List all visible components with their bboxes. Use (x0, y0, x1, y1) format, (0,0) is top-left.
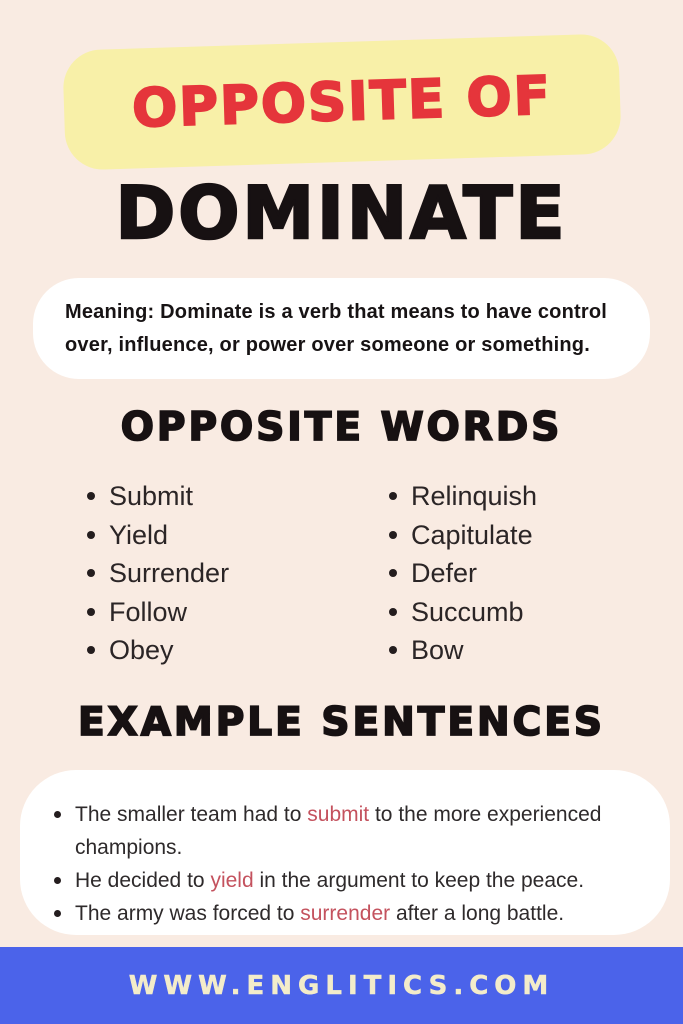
opposite-words-left-column (86, 477, 229, 670)
sentence-text-after: after a long battle. (390, 902, 565, 925)
opposite-word-item: Surrender (86, 554, 229, 593)
example-sentences-heading: EXAMPLE SENTENCES (78, 700, 605, 745)
opposite-words-heading: OPPOSITE WORDS (120, 405, 563, 450)
example-sentence (48, 798, 632, 864)
example-sentences-box (20, 770, 670, 935)
website-url: WWW.ENGLITICS.COM (128, 970, 555, 1001)
opposite-word-item: Capitulate (388, 516, 537, 555)
sentence-highlight: yield (210, 869, 254, 892)
opposite-word-item: Yield (86, 516, 229, 555)
sentence-text-before: He decided to (75, 869, 211, 892)
sentence-text-before: The smaller team had to (75, 803, 308, 826)
opposite-word-item: Relinquish (388, 477, 537, 516)
example-sentence (48, 897, 632, 930)
opposite-words-right-column (388, 477, 537, 670)
badge-label: OPPOSITE OF (131, 64, 553, 140)
opposite-word-item: Succumb (388, 593, 537, 632)
example-sentence (48, 864, 632, 897)
sentence-text-after: to the more experienced champions. (75, 803, 602, 859)
sentence-highlight: surrender (300, 902, 391, 925)
title-badge (62, 33, 621, 170)
main-word: DOMINATE (115, 171, 568, 255)
sentence-text-after: in the argument to keep the peace. (253, 869, 585, 892)
footer-bar (0, 947, 683, 1024)
opposite-word-item: Bow (388, 631, 537, 670)
meaning-text: Meaning: Dominate is a verb that means to have control over, influence, or power over someone or something. (65, 300, 608, 356)
sentence-text-before: The army was forced to (75, 902, 301, 925)
opposite-word-item: Follow (86, 593, 229, 632)
meaning-box (33, 278, 650, 379)
opposite-word-item: Obey (86, 631, 229, 670)
opposite-word-item: Defer (388, 554, 537, 593)
example-sentence-list (48, 798, 632, 930)
opposite-word-item: Submit (86, 477, 229, 516)
sentence-highlight: submit (307, 803, 370, 826)
